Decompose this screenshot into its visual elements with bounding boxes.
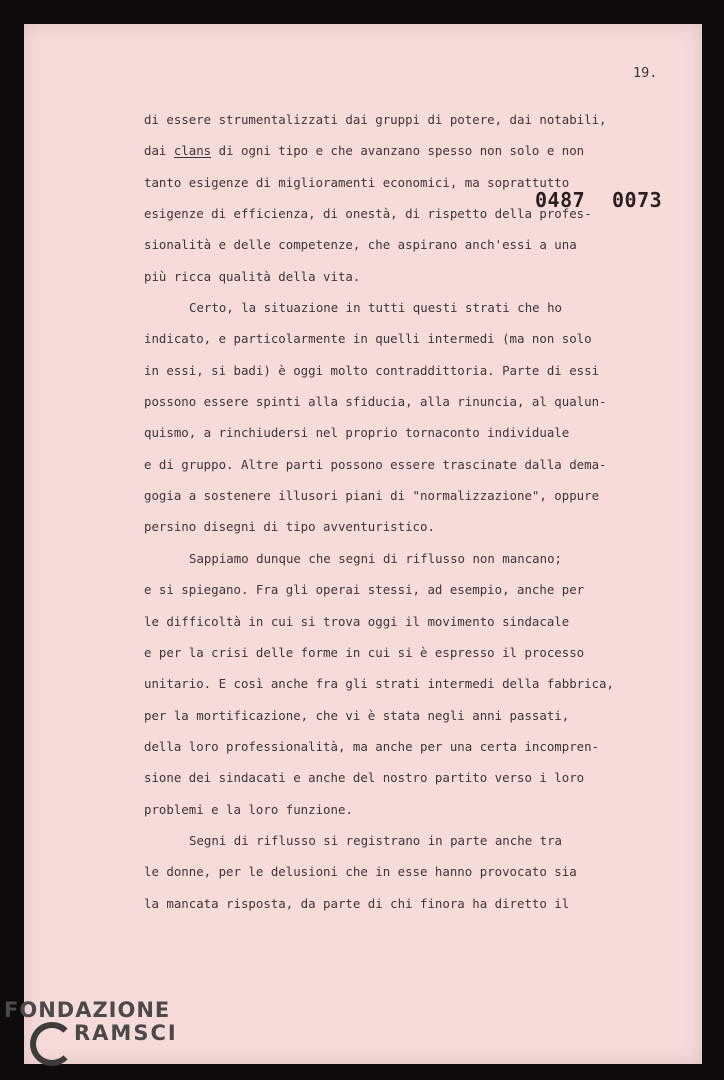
paragraph-start-line: Segni di riflusso si registrano in parte anche tra bbox=[189, 832, 562, 848]
underlined-word: clans bbox=[173, 143, 212, 159]
text-line: unitario. E così anche fra gli strati intermedi della fabbrica, bbox=[144, 676, 614, 692]
text-line: le donne, per le delusioni che in esse hanno provocato sia bbox=[144, 864, 577, 880]
text-fragment: dai bbox=[144, 143, 174, 159]
text-line: e per la crisi delle forme in cui si è espresso il processo bbox=[144, 644, 585, 660]
text-line: esigenze di efficienza, di onestà, di rispetto della profes- bbox=[144, 206, 592, 222]
text-line: tanto esigenze di miglioramenti economici, ma soprattutto bbox=[144, 174, 570, 190]
text-line: di essere strumentalizzati dai gruppi di potere, dai notabili, bbox=[144, 112, 607, 127]
archive-stamp-right: 0073 bbox=[612, 188, 663, 212]
text-line: sionalità e delle competenze, che aspirano anch'essi a una bbox=[144, 237, 577, 253]
watermark-line-1: FONDAZIONE bbox=[4, 998, 171, 1022]
watermark bbox=[4, 1000, 178, 1044]
body-text bbox=[144, 104, 614, 919]
text-line: della loro professionalità, ma anche per una certa incompren- bbox=[144, 738, 600, 754]
text-line: possono essere spinti alla sfiducia, alla rinuncia, al qualun- bbox=[144, 394, 607, 410]
text-line: persino disegni di tipo avventuristico. bbox=[144, 519, 435, 535]
text-line: quismo, a rinchiudersi nel proprio tornaconto individuale bbox=[144, 425, 570, 441]
text-line: in essi, si badi) è oggi molto contraddittoria. Parte di essi bbox=[144, 362, 600, 378]
text-line: gogia a sostenere illusori piani di "normalizzazione", oppure bbox=[144, 488, 600, 504]
text-line: indicato, e particolarmente in quelli intermedi (ma non solo bbox=[144, 331, 592, 347]
text-line bbox=[144, 135, 584, 166]
page-number: 19. bbox=[633, 65, 658, 81]
text-fragment: di ogni tipo e che avanzano spesso non solo e non bbox=[211, 143, 585, 159]
text-line: e di gruppo. Altre parti possono essere trascinate dalla dema- bbox=[144, 456, 607, 472]
text-line: la mancata risposta, da parte di chi finora ha diretto il bbox=[144, 895, 570, 911]
watermark-line-2: RAMSCI bbox=[74, 1021, 178, 1045]
text-line: e si spiegano. Fra gli operai stessi, ad esempio, anche per bbox=[144, 582, 585, 598]
paragraph-start-line: Sappiamo dunque che segni di riflusso non mancano; bbox=[189, 550, 562, 566]
text-line: più ricca qualità della vita. bbox=[144, 268, 361, 284]
document-page bbox=[24, 24, 702, 1064]
text-line: le difficoltà in cui si trova oggi il movimento sindacale bbox=[144, 613, 570, 629]
paragraph-start-line: Certo, la situazione in tutti questi strati che ho bbox=[189, 300, 562, 316]
archive-stamp-left: 0487 bbox=[535, 188, 586, 212]
text-line: per la mortificazione, che vi è stata negli anni passati, bbox=[144, 707, 570, 723]
text-line: sione dei sindacati e anche del nostro partito verso i loro bbox=[144, 770, 585, 786]
text-line: problemi e la loro funzione. bbox=[144, 801, 353, 817]
